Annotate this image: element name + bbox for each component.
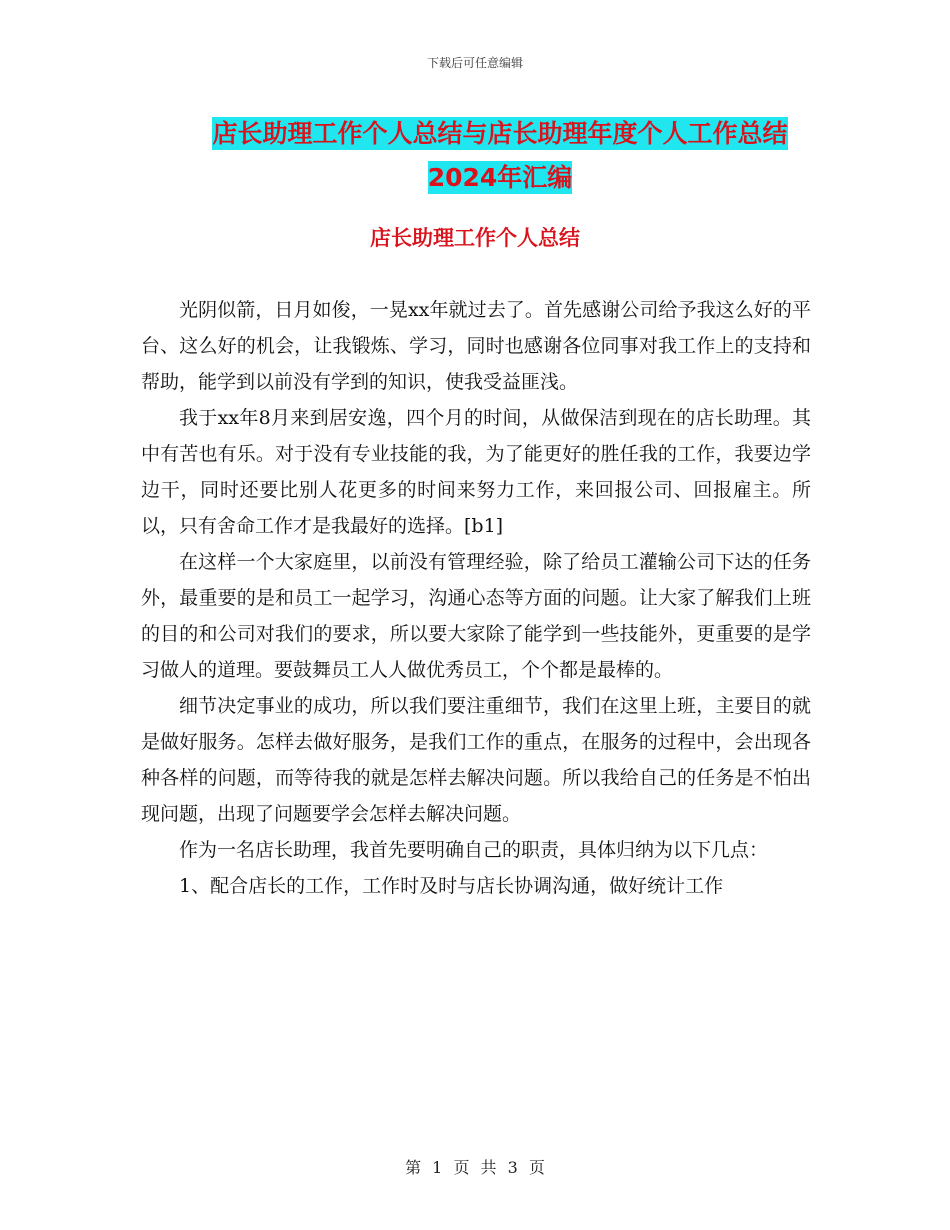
header-note: 下载后可任意编辑 [426, 56, 523, 70]
title-line-1: 店长助理工作个人总结与店长助理年度个人工作总结 [212, 119, 788, 148]
document-title [140, 112, 860, 200]
body-content [141, 292, 811, 904]
paragraph-3: 在这样一个大家庭里，以前没有管理经验，除了给员工灌输公司下达的任务外，最重要的是和员工一起学习，沟通心态等方面的问题。让大家了解我们上班的目的和公司对我们的要求，所以要大家除了能学到一些技能外，更重要的是学习做人的道理。要鼓舞员工人人做优秀员工，个个都是最棒的。 [141, 551, 811, 681]
paragraph-1: 光阴似箭，日月如俊，一晃xx年就过去了。首先感谢公司给予我这么好的平台、这么好的机会，让我锻炼、学习，同时也感谢各位同事对我工作上的支持和帮助，能学到以前没有学到的知识，使我受益匪浅。 [141, 299, 811, 393]
paragraph-4: 细节决定事业的成功，所以我们要注重细节，我们在这里上班，主要目的就是做好服务。怎样去做好服务，是我们工作的重点，在服务的过程中，会出现各种各样的问题，而等待我的就是怎样去解决问题。所以我给自己的任务是不怕出现问题，出现了问题要学会怎样去解决问题。 [141, 695, 811, 825]
section-title: 店长助理工作个人总结 [370, 226, 580, 250]
paragraph-6: 1、配合店长的工作，工作时及时与店长协调沟通，做好统计工作 [179, 875, 724, 897]
paragraph-5: 作为一名店长助理，我首先要明确自己的职责，具体归纳为以下几点： [179, 839, 769, 861]
page-footer: 第 1 页 共 3 页 [405, 1158, 545, 1177]
paragraph-2: 我于xx年8月来到居安逸，四个月的时间，从做保洁到现在的店长助理。其中有苦也有乐。对于没有专业技能的我，为了能更好的胜任我的工作，我要边学边干，同时还要比别人花更多的时间来努力工作，来回报公司、回报雇主。所以，只有舍命工作才是我最好的选择。[b1] [141, 407, 811, 537]
title-line-2: 2024年汇编 [427, 163, 573, 192]
